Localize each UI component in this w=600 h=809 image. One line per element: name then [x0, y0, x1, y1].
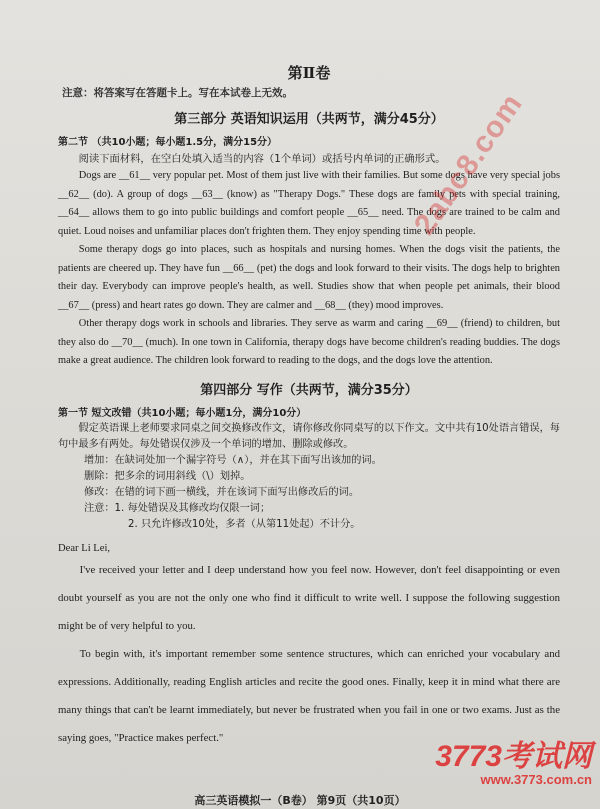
- part4-section1-title: 第一节 短文改错（共10小题；每小题1分，满分10分）: [58, 407, 307, 419]
- letter-paragraph-1: I've received your letter and I deep understand how you feel now. However, don't feel disappointing or even doubt yourself as you are not the only one who find it difficult to write well. I suppose the following suggestion might be of very helpful to you.: [58, 563, 560, 632]
- rule-note-2: 2. 只允许修改10处，多者（从第11处起）不计分。: [128, 518, 361, 530]
- rule-delete: 删除：把多余的词用斜线（\）划掉。: [84, 470, 251, 482]
- rule-modify: 修改：在错的词下画一横线，并在该词下面写出修改后的词。: [84, 486, 360, 498]
- part3-title: 第三部分 英语知识运用（共两节，满分45分）: [174, 112, 444, 127]
- rule-note-1: 注意：1. 每处错误及其修改均仅限一词；: [84, 502, 271, 514]
- rule-add: 增加：在缺词处加一个漏字符号（∧），并在其下面写出该加的词。: [84, 454, 382, 466]
- passage-paragraph-3: Other therapy dogs work in schools and libraries. They serve as warm and caring __69__ (friend) to children, but they also do __70__ (much). In one town in California, therapy dogs have become children's reading buddies. The dogs make a great audience. The children look forward to reading to the dogs, and the dogs love the attention.: [58, 318, 560, 366]
- passage-paragraph-2: Some therapy dogs go into places, such as hospitals and nursing homes. When the dogs visit the patients, the patients are cheered up. They have fun __66__ (pet) the dogs and look forward to their visits. The dogs help to brighten their day. Everybody can improve people's health, as well. Studies show that when people pet animals, their blood __67__ (press) and heart rates go down. They are calmer and __68__ (they) mood improves.: [58, 244, 560, 311]
- part3-section2-title: 第二节 （共10小题；每小题1.5分，满分15分）: [58, 137, 278, 148]
- watermark: 2abc8.com: [408, 87, 530, 241]
- letter-greeting: Dear Li Lei,: [58, 542, 111, 554]
- letter-paragraph-2: To begin with, it's important remember some sentence structures, which can enriched your vocabulary and expressions. Additionally, reading English articles and recite the good ones. Finally, keep it in mind what there are many things that can't be learnt immediately, but never be frustrated when you fail in one or two exams. Just as the saying goes, "Practice makes perfect.": [58, 647, 560, 744]
- site-logo: [435, 742, 592, 787]
- site-logo-url: www.3773.com.cn: [480, 772, 592, 787]
- part3-instruction: 阅读下面材料，在空白处填入适当的内容（1个单词）或括号内单词的正确形式。: [78, 153, 446, 165]
- part4-instruction: 假定英语课上老师要求同桌之间交换修改作文，请你修改你同桌写的以下作文。文中共有10处语言错误，每句中最多有两处。每处错误仅涉及一个单词的增加、删除或修改。: [58, 422, 560, 450]
- answer-note: 注意：将答案写在答题卡上。写在本试卷上无效。: [62, 87, 293, 99]
- site-logo-title: 3773考试网: [435, 740, 592, 773]
- page-footer: 高三英语模拟一（B卷） 第9页（共10页）: [194, 794, 406, 807]
- passage-paragraph-1: Dogs are __61__ very popular pet. Most of them just live with their families. But some dogs have very special jobs __62__ (do). A group of dogs __63__ (know) as "Therapy Dogs." These dogs are family pets with special training, __64__ allows them to go into public buildings and comfort people __65__ need. The dogs are trained to be calm and quiet. Loud noises and unfamiliar places don't frighten them. They enjoy spending time with people.: [58, 170, 560, 237]
- part4-title: 第四部分 写作（共两节，满分35分）: [200, 382, 418, 398]
- volume-title: 第Ⅱ卷: [287, 64, 331, 82]
